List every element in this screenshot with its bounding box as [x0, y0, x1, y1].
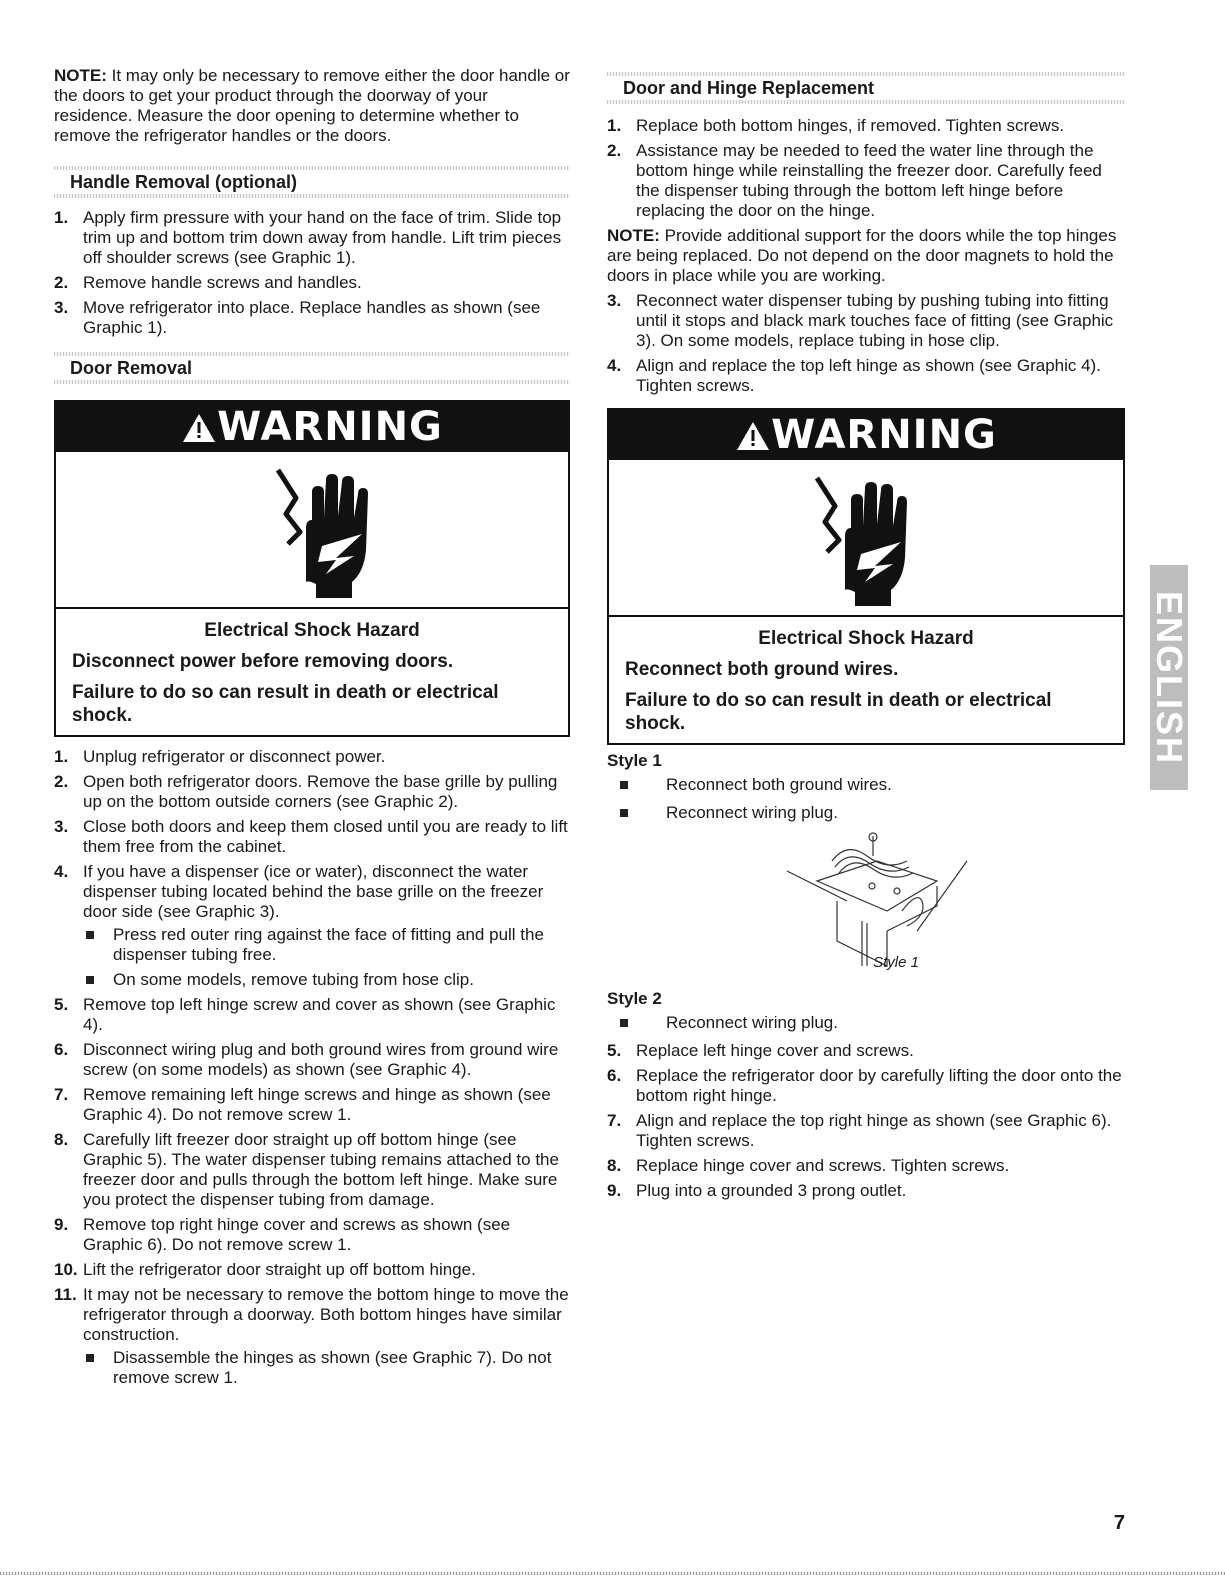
step-number: 2. [607, 141, 622, 160]
style-1-caption: Style 1 [873, 954, 919, 971]
list-item [607, 1111, 1125, 1151]
step-text: Reconnect water dispenser tubing by pushing tubing into fitting until it stops and black mark touches face of fitting (see Graphic 3). On some models, replace tubing in hose clip. [636, 291, 1114, 350]
style-2-label: Style 2 [607, 989, 662, 1008]
warning-line-2: Failure to do so can result in death or electrical shock. [625, 690, 1052, 734]
step-number: 2. [54, 772, 69, 791]
warning-line-1: Disconnect power before removing doors. [72, 651, 454, 672]
warning-header-text: WARNING [771, 412, 997, 458]
list-item [54, 1085, 570, 1125]
step-text: Close both doors and keep them closed until you are ready to lift them free from the cabinet. [83, 817, 568, 856]
list-item [607, 141, 1125, 221]
list-item [607, 356, 1125, 396]
warning-line-1: Reconnect both ground wires. [625, 659, 899, 680]
intro-note [54, 66, 570, 146]
step-text: Align and replace the top left hinge as shown (see Graphic 4). Tighten screws. [636, 356, 1101, 395]
square-bullet-icon [86, 976, 94, 984]
step-number: 10. [54, 1260, 78, 1279]
note-label: NOTE: [607, 226, 660, 245]
hazard-title: Electrical Shock Hazard [758, 628, 974, 649]
step-text: Remove top left hinge screw and cover as shown (see Graphic 4). [83, 995, 556, 1034]
bullet-item [83, 970, 570, 990]
wiring-plug-illustration [777, 831, 977, 971]
step-number: 8. [54, 1130, 69, 1149]
section-rule [607, 100, 1125, 104]
note-label: NOTE: [54, 66, 107, 85]
step-number: 4. [54, 862, 69, 881]
page-number: 7 [1113, 1512, 1125, 1534]
step-4-bullets [54, 925, 570, 990]
step-text: Carefully lift freezer door straight up off bottom hinge (see Graphic 5). The water dispenser tubing remains attached to the freezer door and pulls through the bottom left hinge. Make sure you protect the dispenser tubing from damage. [83, 1130, 559, 1209]
step-text: Remove top right hinge cover and screws as shown (see Graphic 6). Do not remove screw 1. [83, 1215, 511, 1254]
step-number: 6. [54, 1040, 69, 1059]
step-text: Align and replace the top right hinge as shown (see Graphic 6). Tighten screws. [636, 1111, 1112, 1150]
style-2-bullets [607, 1013, 1125, 1033]
list-item [54, 298, 570, 338]
list-item [54, 1285, 570, 1345]
step-number: 9. [54, 1215, 69, 1234]
language-tab-label: ENGLISH [1149, 590, 1190, 765]
step-text: Open both refrigerator doors. Remove the base grille by pulling up on the bottom outside corners (see Graphic 2). [83, 772, 558, 811]
warning-text [56, 609, 568, 735]
step-text: Unplug refrigerator or disconnect power. [83, 747, 386, 766]
list-item [54, 862, 570, 922]
step-text: Remove handle screws and handles. [83, 273, 362, 292]
step-text: Apply firm pressure with your hand on the face of trim. Slide top trim up and bottom trim down away from handle. Lift trim pieces off shoulder screws (see Graphic 1). [83, 208, 562, 267]
bullet-text: Reconnect wiring plug. [666, 1013, 838, 1032]
replacement-steps-b [607, 291, 1125, 396]
warning-header [56, 402, 568, 452]
warning-box-right [607, 408, 1125, 745]
step-number: 3. [607, 291, 622, 310]
step-number: 5. [607, 1041, 622, 1060]
warning-picture [56, 452, 568, 609]
list-item [607, 1066, 1125, 1106]
bullet-text: On some models, remove tubing from hose clip. [113, 970, 474, 989]
step-number: 1. [54, 747, 69, 766]
warning-picture [609, 460, 1123, 617]
door-removal-steps-b [54, 995, 570, 1345]
warning-triangle-icon [735, 420, 771, 452]
step-number: 2. [54, 273, 69, 292]
hinge-replacement-header [607, 72, 1125, 104]
list-item [54, 1040, 570, 1080]
list-item [54, 995, 570, 1035]
step-text: Lift the refrigerator door straight up off bottom hinge. [83, 1260, 476, 1279]
step-text: Replace both bottom hinges, if removed. Tighten screws. [636, 116, 1065, 135]
list-item [54, 208, 570, 268]
step-text: It may not be necessary to remove the bottom hinge to move the refrigerator through a doorway. Both bottom hinges have similar construction. [83, 1285, 569, 1344]
style-1-bullets [607, 775, 1125, 823]
warning-triangle-icon [181, 412, 217, 444]
warning-text [609, 617, 1123, 743]
replacement-note [607, 226, 1125, 286]
style-1-figure [607, 831, 1125, 979]
style-1-label: Style 1 [607, 751, 662, 770]
bullet-item [607, 1013, 1125, 1033]
replacement-steps-a [607, 116, 1125, 221]
list-item [607, 116, 1125, 136]
handle-removal-steps [54, 208, 570, 338]
bullet-text: Reconnect both ground wires. [666, 775, 892, 794]
handle-removal-header [54, 166, 570, 198]
step-number: 9. [607, 1181, 622, 1200]
step-text: Replace left hinge cover and screws. [636, 1041, 914, 1060]
list-item [54, 273, 570, 293]
step-number: 1. [607, 116, 622, 135]
step-number: 8. [607, 1156, 622, 1175]
warning-line-2: Failure to do so can result in death or electrical shock. [72, 682, 499, 726]
left-column [54, 66, 570, 1393]
step-number: 7. [607, 1111, 622, 1130]
step-text: Replace the refrigerator door by carefully lifting the door onto the bottom right hinge. [636, 1066, 1122, 1105]
bullet-item [83, 1348, 570, 1388]
list-item [607, 291, 1125, 351]
right-column [607, 72, 1125, 1206]
list-item [54, 817, 570, 857]
bullet-text: Reconnect wiring plug. [666, 803, 838, 822]
step-text: Replace hinge cover and screws. Tighten screws. [636, 1156, 1010, 1175]
warning-header-text: WARNING [217, 404, 443, 450]
square-bullet-icon [620, 809, 628, 817]
step-text: Disconnect wiring plug and both ground wires from ground wire screw (on some models) as shown (see Graphic 4). [83, 1040, 559, 1079]
door-removal-steps-a [54, 747, 570, 922]
door-removal-title: Door Removal [70, 358, 193, 378]
square-bullet-icon [86, 931, 94, 939]
handle-removal-title: Handle Removal (optional) [70, 172, 298, 192]
bullet-item [607, 803, 1125, 823]
step-text: Plug into a grounded 3 prong outlet. [636, 1181, 907, 1200]
note-text: It may only be necessary to remove either the door handle or the doors to get your product through the doorway of your residence. Measure the door opening to determine whether to remove the refrigerator handles or the doors. [54, 66, 570, 145]
list-item [54, 1260, 570, 1280]
language-side-tab [1150, 565, 1188, 790]
warning-header [609, 410, 1123, 460]
step-text: Move refrigerator into place. Replace handles as shown (see Graphic 1). [83, 298, 541, 337]
step-11-bullets [54, 1348, 570, 1388]
list-item [607, 1156, 1125, 1176]
step-number: 6. [607, 1066, 622, 1085]
list-item [54, 1215, 570, 1255]
square-bullet-icon [620, 781, 628, 789]
step-text: If you have a dispenser (ice or water), disconnect the water dispenser tubing located behind the base grille on the freezer door side (see Graphic 3). [83, 862, 544, 921]
step-number: 7. [54, 1085, 69, 1104]
step-number: 5. [54, 995, 69, 1014]
list-item [607, 1181, 1125, 1201]
replacement-steps-c [607, 1041, 1125, 1201]
list-item [54, 772, 570, 812]
list-item [54, 1130, 570, 1210]
step-number: 3. [54, 817, 69, 836]
step-number: 11. [54, 1285, 77, 1304]
list-item [54, 747, 570, 767]
electric-shock-hand-icon [266, 462, 386, 602]
door-removal-header [54, 352, 570, 384]
step-number: 4. [607, 356, 622, 375]
square-bullet-icon [86, 1354, 94, 1362]
step-text: Assistance may be needed to feed the water line through the bottom hinge while reinstalling the freezer door. Carefully feed the dispenser tubing through the bottom left hinge before replacing the door on the hinge. [636, 141, 1102, 220]
step-number: 3. [54, 298, 69, 317]
bullet-text: Press red outer ring against the face of fitting and pull the dispenser tubing free. [113, 925, 544, 964]
square-bullet-icon [620, 1019, 628, 1027]
step-number: 1. [54, 208, 69, 227]
bullet-text: Disassemble the hinges as shown (see Graphic 7). Do not remove screw 1. [113, 1348, 552, 1387]
section-rule [54, 194, 570, 198]
hinge-replacement-title: Door and Hinge Replacement [623, 78, 875, 98]
hazard-title: Electrical Shock Hazard [204, 620, 420, 641]
list-item [607, 1041, 1125, 1061]
bullet-item [607, 775, 1125, 795]
bottom-rule [0, 1572, 1225, 1575]
note-text: Provide additional support for the doors while the top hinges are being replaced. Do not depend on the door magnets to hold the doors in place while you are working. [607, 226, 1117, 285]
electric-shock-hand-icon [805, 470, 925, 610]
bullet-item [83, 925, 570, 965]
step-text: Remove remaining left hinge screws and hinge as shown (see Graphic 4). Do not remove screw 1. [83, 1085, 551, 1124]
section-rule [54, 380, 570, 384]
warning-box-left [54, 400, 570, 737]
